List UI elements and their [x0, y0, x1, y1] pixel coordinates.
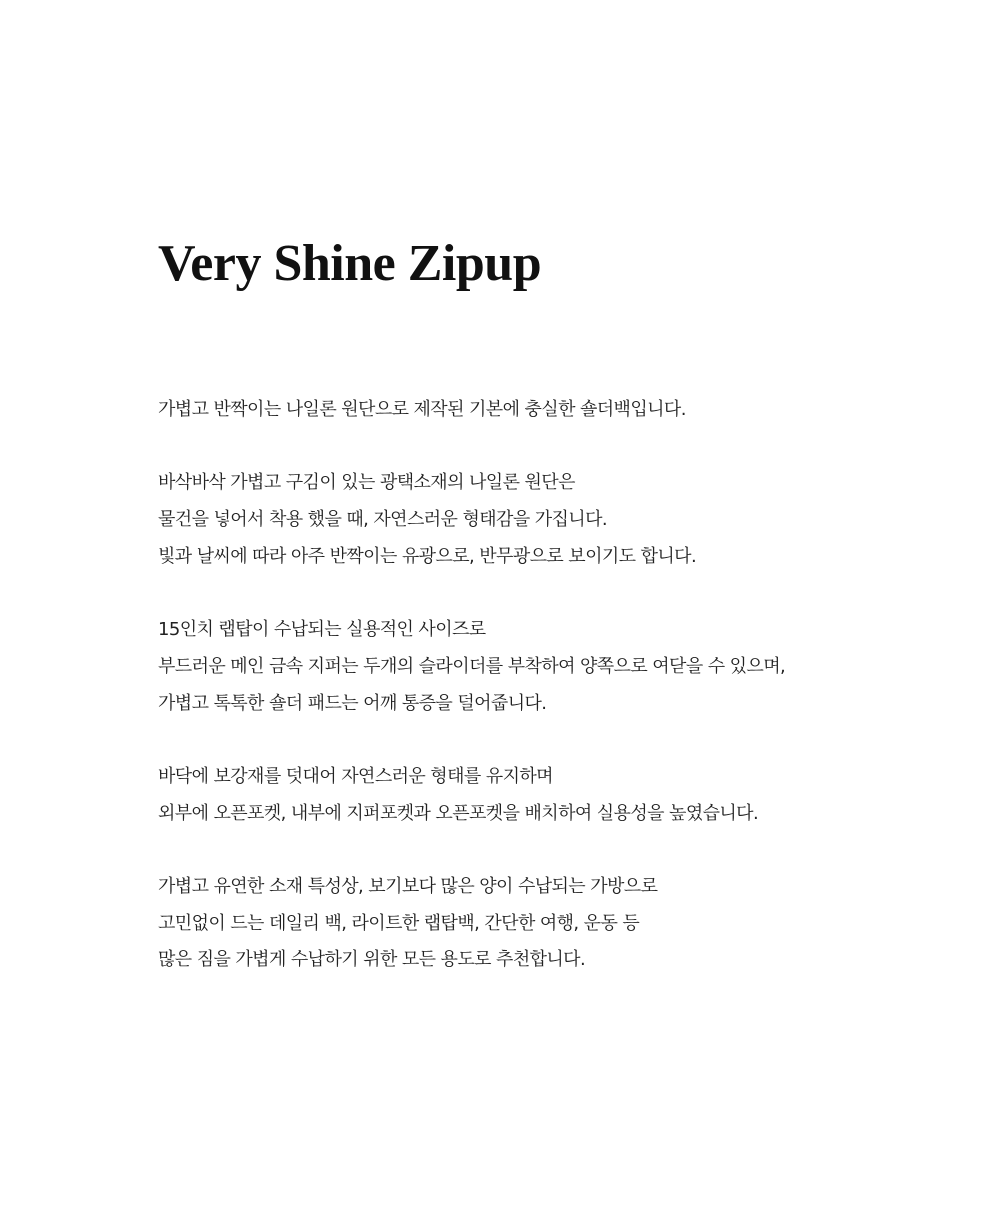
description-line: 외부에 오픈포켓, 내부에 지퍼포켓과 오픈포켓을 배치하여 실용성을 높였습니다. [158, 802, 759, 824]
description-line: 물건을 넣어서 착용 했을 때, 자연스러운 형태감을 가집니다. [158, 509, 608, 531]
product-title: Very Shine Zipup [158, 235, 542, 292]
description-paragraph [158, 392, 958, 429]
description-line: 고민없이 드는 데일리 백, 라이트한 랩탑백, 간단한 여행, 운동 등 [158, 912, 640, 934]
description-body [158, 392, 958, 979]
description-line: 15인치 랩탑이 수납되는 실용적인 사이즈로 [158, 619, 486, 641]
description-line: 바삭바삭 가볍고 구김이 있는 광택소재의 나일론 원단은 [158, 472, 575, 494]
description-paragraph [158, 759, 958, 832]
description-line: 바닥에 보강재를 덧대어 자연스러운 형태를 유지하며 [158, 765, 553, 787]
description-line: 부드러운 메인 금속 지퍼는 두개의 슬라이더를 부착하여 양쪽으로 여닫을 수 있으며, [158, 655, 786, 677]
description-line: 가볍고 톡톡한 숄더 패드는 어깨 통증을 덜어줍니다. [158, 692, 547, 714]
description-paragraph [158, 869, 958, 979]
description-line: 가볍고 유연한 소재 특성상, 보기보다 많은 양이 수납되는 가방으로 [158, 876, 658, 898]
description-paragraph [158, 612, 958, 722]
description-line: 가볍고 반짝이는 나일론 원단으로 제작된 기본에 충실한 숄더백입니다. [158, 399, 686, 420]
description-line: 많은 짐을 가볍게 수납하기 위한 모든 용도로 추천합니다. [158, 949, 586, 971]
description-line: 빛과 날씨에 따라 아주 반짝이는 유광으로, 반무광으로 보이기도 합니다. [158, 545, 697, 567]
description-paragraph [158, 465, 958, 575]
